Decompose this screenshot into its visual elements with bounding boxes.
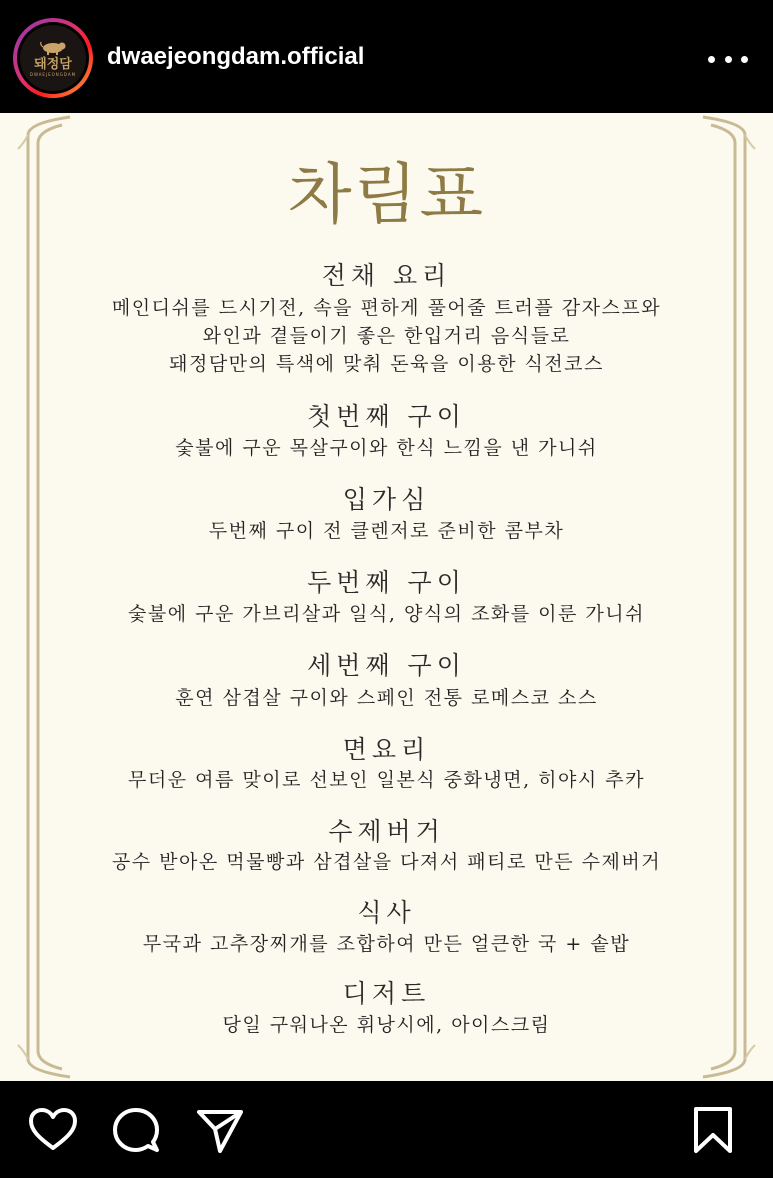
course-name: 전채 요리 [321, 261, 452, 290]
more-options-icon[interactable] [708, 52, 748, 66]
course-description: 무국과 고추장찌개를 조합하여 만든 얼큰한 국 + 솥밥 [142, 933, 631, 955]
course-name: 면요리 [342, 735, 431, 764]
menu-title: 차림표 [287, 156, 486, 233]
course-description: 훈연 삼겹살 구이와 스페인 전통 로메스코 소스 [175, 687, 598, 709]
username[interactable]: dwaejeongdam.official [107, 43, 365, 70]
heart-icon[interactable] [28, 1106, 78, 1152]
course-description: 와인과 곁들이기 좋은 한입거리 음식들로 [202, 325, 571, 347]
avatar-brand-text: 돼정담 [34, 56, 72, 72]
bookmark-icon[interactable] [692, 1106, 734, 1154]
course-name: 첫번째 구이 [307, 402, 466, 431]
more-dot [725, 56, 732, 63]
post-action-bar [0, 1081, 773, 1178]
course-description: 메인디쉬를 드시기전, 속을 편하게 풀어줄 트러플 감자스프와 [111, 297, 662, 319]
share-icon[interactable] [196, 1108, 244, 1154]
avatar-border [17, 22, 89, 94]
course-description: 무더운 여름 맞이로 선보인 일본식 중화냉면, 히야시 추카 [128, 769, 645, 791]
course-name: 두번째 구이 [307, 568, 466, 597]
more-dot [741, 56, 748, 63]
pig-icon [38, 39, 68, 55]
post-image[interactable] [0, 113, 773, 1081]
course-name: 입가심 [342, 485, 431, 514]
avatar-logo [20, 25, 86, 91]
course-name: 수제버거 [328, 817, 445, 846]
course-description: 숯불에 구운 목살구이와 한식 느낌을 낸 가니쉬 [175, 437, 598, 459]
course-name: 세번째 구이 [307, 651, 466, 680]
course-name: 식사 [357, 898, 416, 927]
course-description: 당일 구워나온 휘낭시에, 아이스크림 [222, 1014, 551, 1036]
avatar-brand-subtext: DWAEJEONGDAM [29, 71, 77, 77]
course-description: 돼정담만의 특색에 맞춰 돈육을 이용한 식전코스 [169, 353, 604, 375]
course-description: 공수 받아온 먹물빵과 삼겹살을 다져서 패티로 만든 수제버거 [111, 851, 662, 873]
comment-icon[interactable] [112, 1106, 160, 1154]
more-dot [708, 56, 715, 63]
course-name: 디저트 [342, 979, 431, 1008]
avatar[interactable] [13, 18, 93, 98]
post-header [0, 0, 773, 118]
course-description: 숯불에 구운 가브리살과 일식, 양식의 조화를 이룬 가니쉬 [128, 603, 645, 625]
course-description: 두번째 구이 전 클렌저로 준비한 콤부차 [208, 520, 565, 542]
